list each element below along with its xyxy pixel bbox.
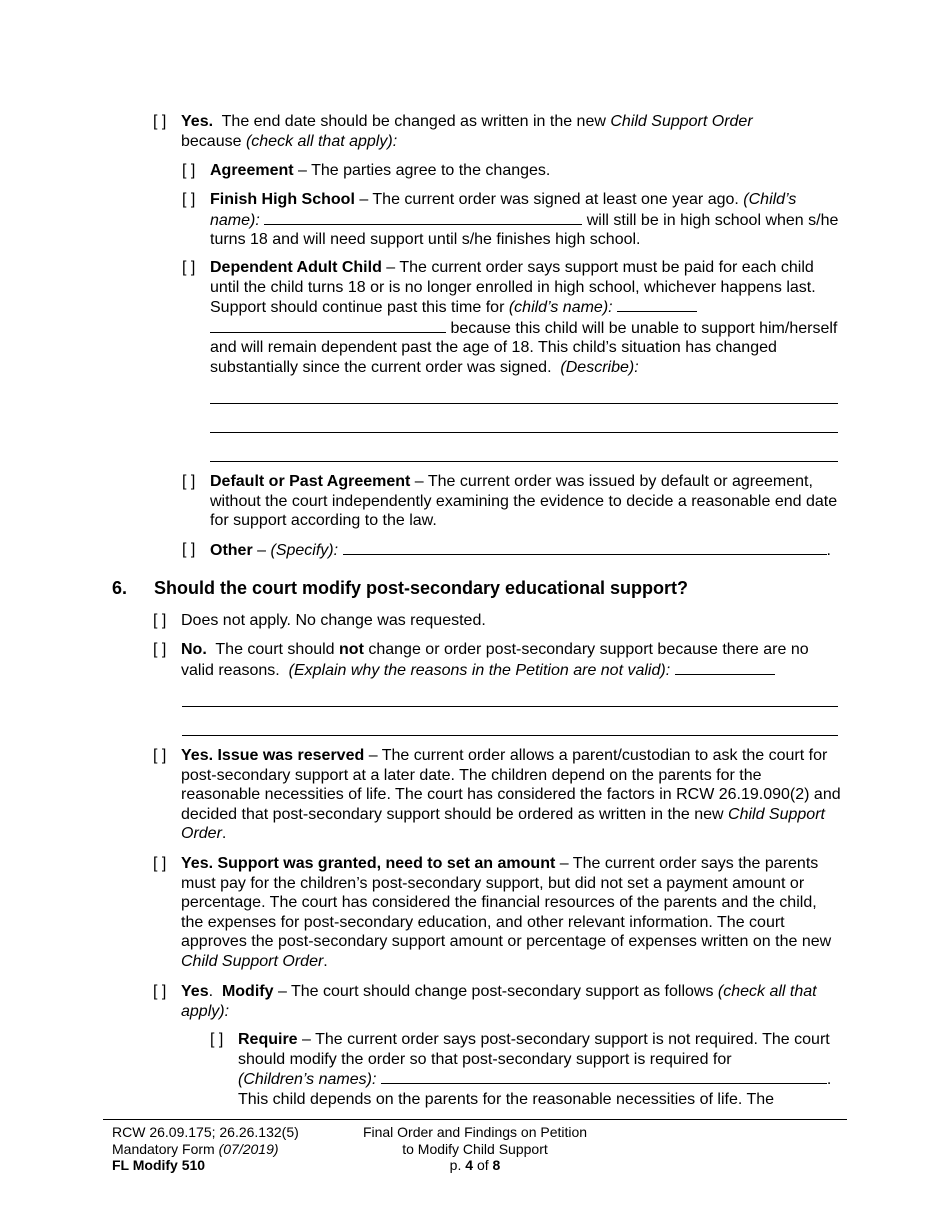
footer-center [335, 1124, 615, 1174]
option-does-not-apply: [ ] Does not apply. No change was requested. [153, 612, 486, 629]
option-no: [ ] No. The court should not change or order post-secondary support because there are no valid reasons. (Explain why the reasons in the Petition are not valid): [153, 641, 809, 679]
children-names-input[interactable] [381, 1069, 827, 1084]
option-require: [ ] Require – The current order says post-secondary support is not required. The court should modify the order so that post-secondary support is required for (Children’s names): . This child depends on the parents for the reasonable necessities of life. The [210, 1031, 832, 1108]
option-text: Yes. The end date should be changed as written in the new Child Support Order because (check all that apply): [181, 113, 753, 150]
footer-title-2: to Modify Child Support [402, 1140, 548, 1157]
checkbox-support-granted[interactable]: [ ] [153, 855, 167, 872]
option-yes-change-end-date [153, 112, 843, 151]
footer-page-number: p. 4 of 8 [449, 1157, 501, 1173]
section-title: Should the court modify post-secondary educational support? [154, 578, 689, 598]
checkbox-does-not-apply[interactable]: [ ] [153, 612, 167, 629]
option-finish-high-school: [ ] Finish High School – The current order was signed at least one year ago. (Child’s name): will still be in high school when s/he turns 18 and will need support until s/he finishes high school. [182, 191, 839, 249]
checkbox-issue-reserved[interactable]: [ ] [153, 747, 167, 764]
child-name-input[interactable] [264, 210, 582, 225]
option-other: [ ] Other – (Specify): . [182, 541, 831, 559]
explain-input[interactable] [675, 660, 775, 675]
option-modify: [ ] Yes. Modify – The court should change post-secondary support as follows (check all that apply): [153, 983, 817, 1020]
footer-form-id: FL Modify 510 [112, 1157, 206, 1173]
section-number: 6. [112, 578, 128, 598]
option-dependent-adult-child: [ ] Dependent Adult Child – The current order says support must be paid for each child until the child turns 18 or is no longer enrolled in high school, whichever happens last. Support should continue past this time for (child’s name): because this child will be unable to support him/herself and will remain dependent past the age of 18. This child’s situation has changed substantially since the current order was signed. (Describe): [182, 259, 838, 376]
dependent-child-name-input-cont[interactable] [210, 318, 446, 333]
option-issue-reserved: [ ] Yes. Issue was reserved – The current order allows a parent/custodian to ask the court for post-secondary support at a later date. The children depend on the parents for the reasonable necessities of life. The court has considered the factors in RCW 26.19.090(2) and decided that post-secondary support should be ordered as written in the new Child Support Order. [153, 747, 841, 843]
checkbox-modify[interactable]: [ ] [153, 983, 167, 1000]
describe-line-1[interactable] [210, 403, 838, 404]
checkbox-default-past-agreement[interactable]: [ ] [182, 473, 196, 490]
describe-line-3[interactable] [210, 461, 838, 462]
explain-line-2[interactable] [182, 735, 838, 736]
explain-line-1[interactable] [182, 706, 838, 707]
footer-rcw: RCW 26.09.175; 26.26.132(5) [112, 1124, 299, 1140]
footer-left [112, 1124, 372, 1174]
describe-line-2[interactable] [210, 432, 838, 433]
checkbox-finish-high-school[interactable]: [ ] [182, 191, 196, 208]
other-specify-input[interactable] [343, 540, 827, 555]
option-default-past-agreement: [ ] Default or Past Agreement – The current order was issued by default or agreement, without the court independently examining the evidence to decide a reasonable end date for support according to the law. [182, 473, 838, 530]
option-agreement: [ ] Agreement – The parties agree to the changes. [182, 162, 551, 179]
dependent-child-name-input[interactable] [617, 297, 697, 312]
checkbox-yes-end-date[interactable]: [ ] [153, 113, 167, 130]
checkbox-require[interactable]: [ ] [210, 1031, 224, 1048]
checkbox-other[interactable]: [ ] [182, 541, 196, 558]
checkbox-no[interactable]: [ ] [153, 641, 167, 658]
footer-title-1: Final Order and Findings on Petition [362, 1124, 588, 1140]
footer-mandatory: Mandatory Form (07/2019) [112, 1140, 279, 1157]
checkbox-agreement[interactable]: [ ] [182, 162, 196, 179]
footer-divider [103, 1119, 847, 1120]
option-support-granted: [ ] Yes. Support was granted, need to set an amount – The current order says the parents must pay for the children’s post-secondary support, but did not set a payment amount or percentage. The court has considered the financial resources of the parents and the child, the expenses for post-secondary education, and other relevant information. The court approves the post-secondary support amount or percentage of expenses written on the new Child Support Order. [153, 855, 832, 970]
checkbox-dependent-adult-child[interactable]: [ ] [182, 259, 196, 276]
